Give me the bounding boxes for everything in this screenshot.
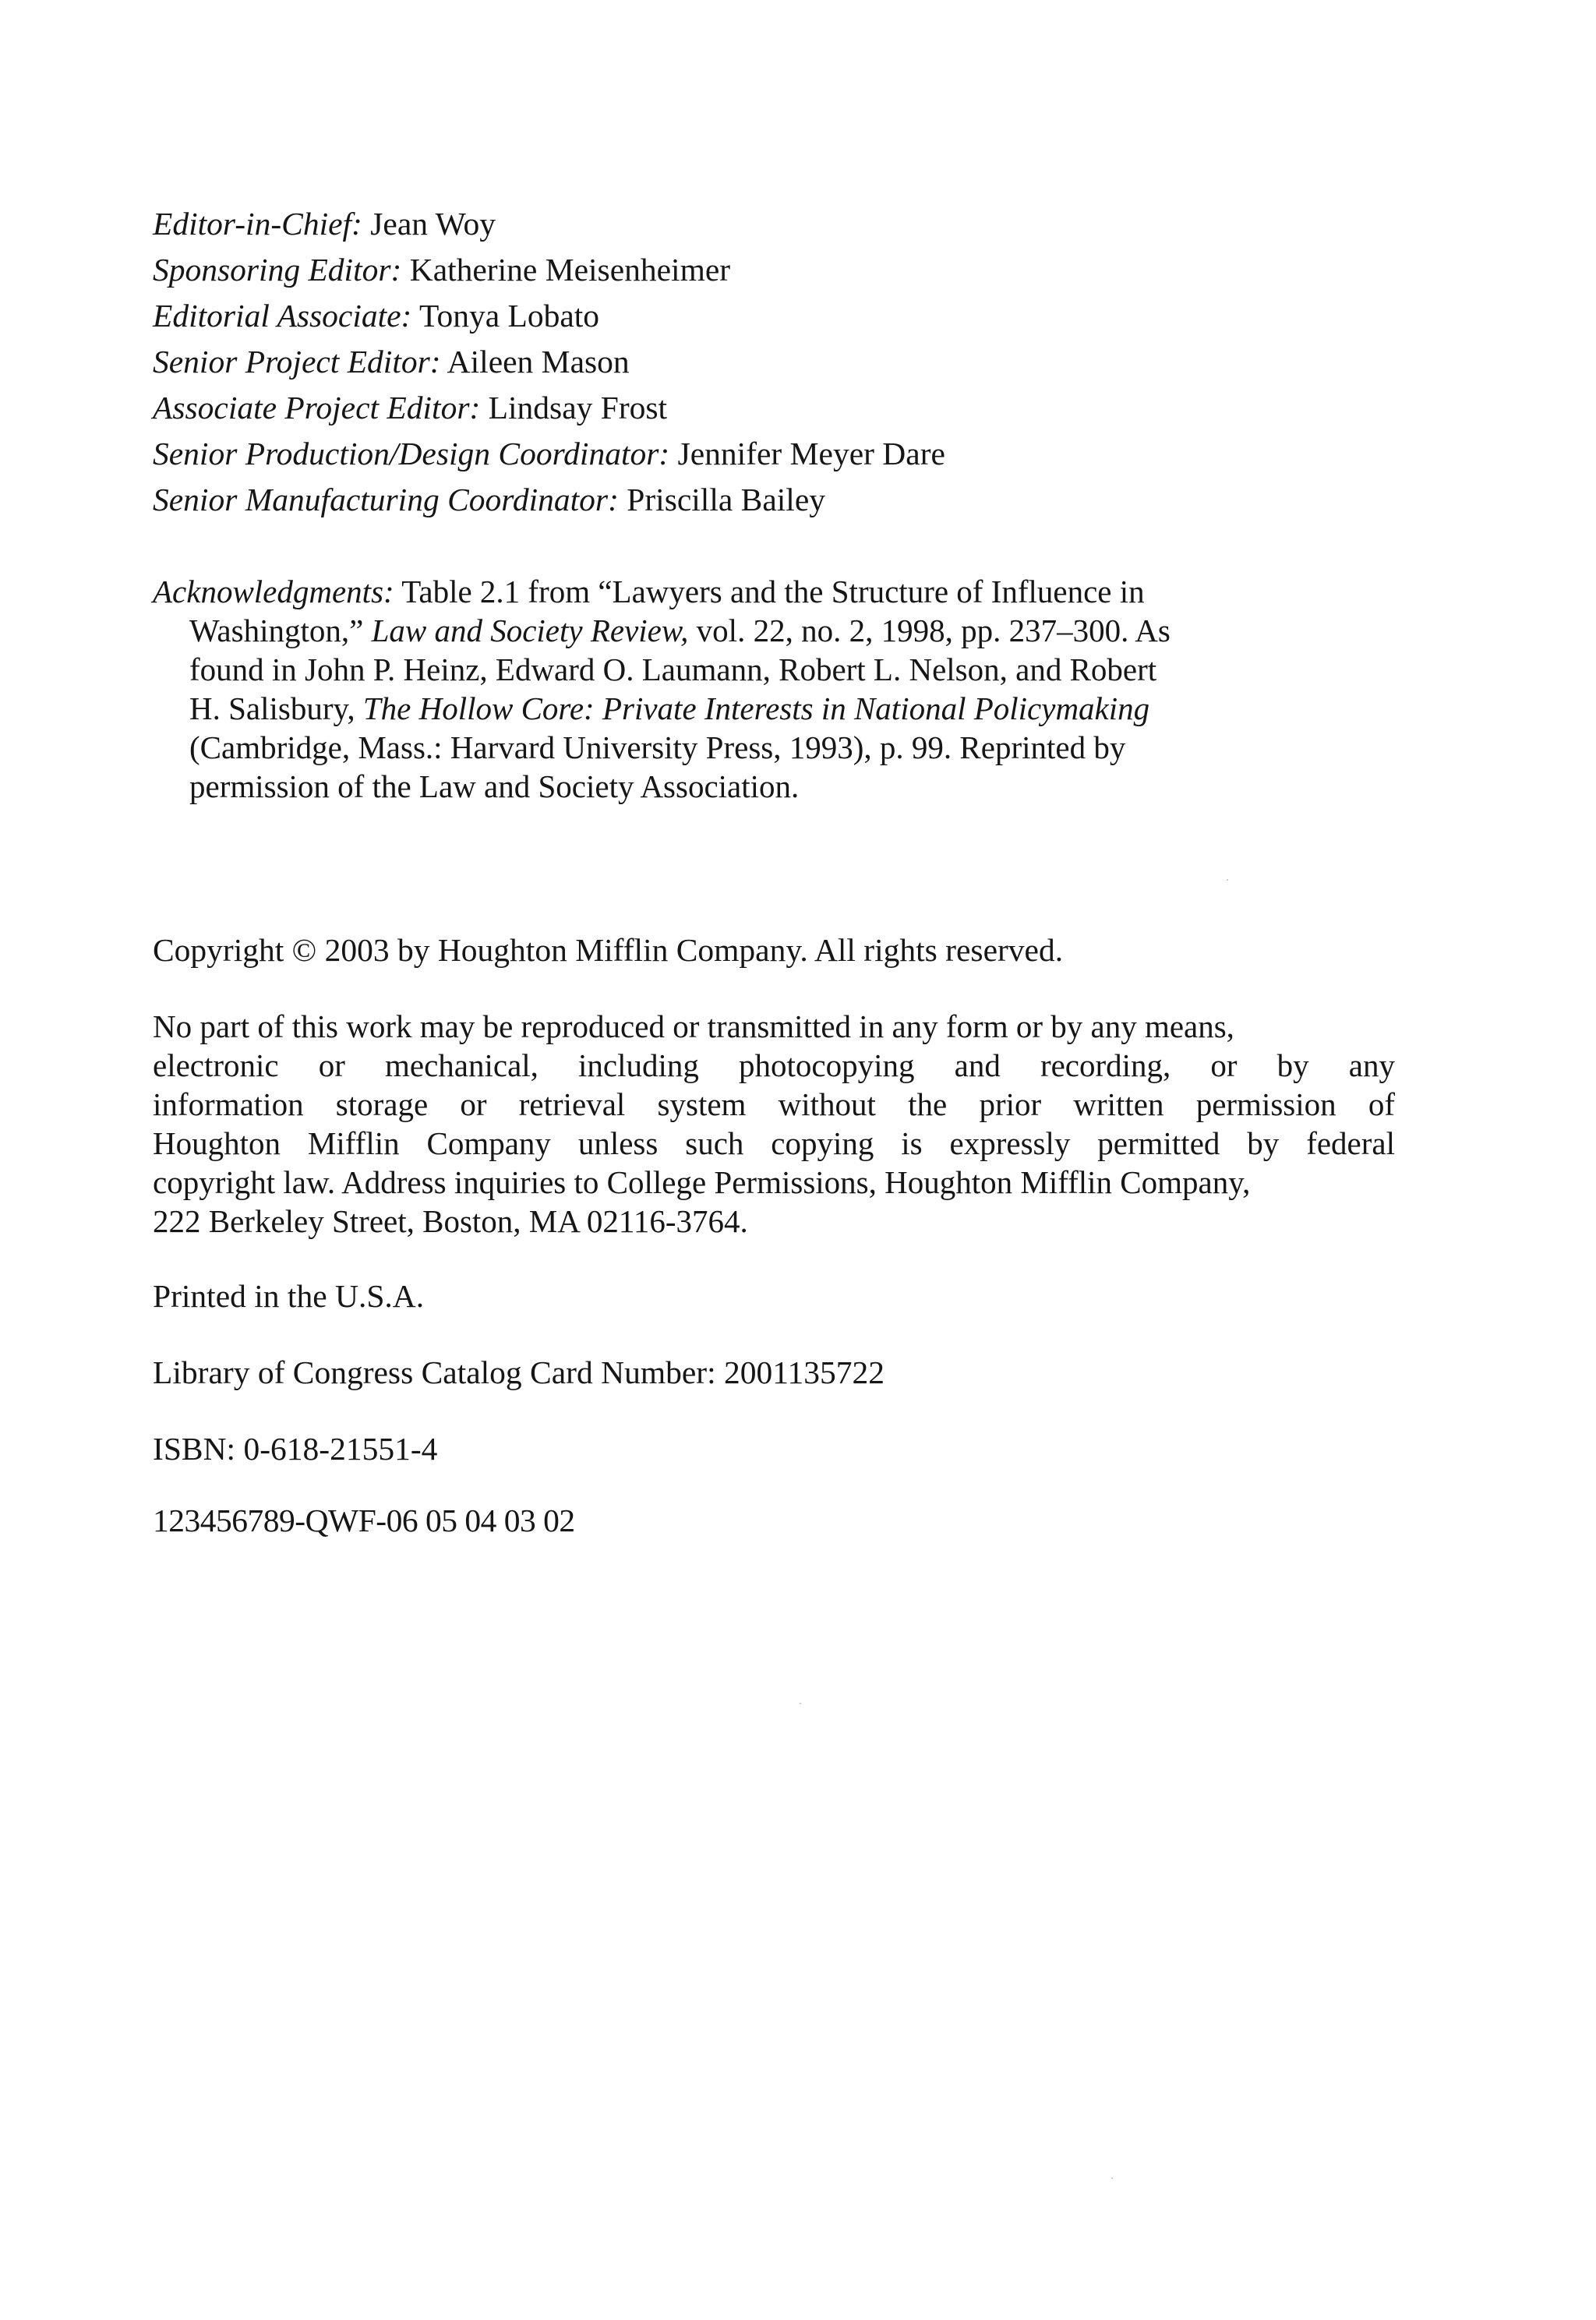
ack-text: vol. 22, no. 2, 1998, pp. 237–300. As xyxy=(688,613,1171,648)
credit-name: Aileen Mason xyxy=(440,344,630,380)
rights-line: information storage or retrieval system without the prior written permission of xyxy=(153,1086,1395,1122)
rights-line: 222 Berkeley Street, Boston, MA 02116-3764. xyxy=(153,1203,748,1239)
credit-name: Jean Woy xyxy=(362,206,496,242)
credit-role: Senior Project Editor: xyxy=(153,344,441,380)
print-line: 123456789-QWF-06 05 04 03 02 xyxy=(153,1503,575,1538)
credit-role: Editorial Associate: xyxy=(153,298,412,334)
rights-line: copyright law. Address inquiries to College Permissions, Houghton Mifflin Company, xyxy=(153,1164,1251,1200)
credit-line xyxy=(153,339,1400,385)
credit-line xyxy=(153,201,1400,247)
ack-text: Washington,” xyxy=(189,613,372,648)
credit-name: Lindsay Frost xyxy=(480,390,668,426)
credit-name: Jennifer Meyer Dare xyxy=(669,436,945,471)
credit-line xyxy=(153,385,1400,431)
scan-speck xyxy=(1227,879,1228,881)
credit-line xyxy=(153,247,1400,293)
credit-line xyxy=(153,293,1400,339)
credit-role: Editor-in-Chief: xyxy=(153,206,362,242)
credit-line xyxy=(153,477,1400,523)
ack-text: (Cambridge, Mass.: Harvard University Press, 1993), p. 99. Reprinted by xyxy=(189,729,1126,765)
ack-line xyxy=(153,572,1400,611)
ack-text: permission of the Law and Society Association. xyxy=(189,768,800,804)
lccn-line: Library of Congress Catalog Card Number: 2001135722 xyxy=(153,1354,885,1390)
scan-speck xyxy=(800,1703,801,1704)
ack-text: Table 2.1 from “Lawyers and the Structure of Influence in xyxy=(394,574,1145,609)
credit-name: Priscilla Bailey xyxy=(618,482,825,517)
ack-line xyxy=(153,650,1400,689)
credit-role: Senior Manufacturing Coordinator: xyxy=(153,482,619,517)
printed-in: Printed in the U.S.A. xyxy=(153,1278,425,1314)
copyright-notice: Copyright © 2003 by Houghton Mifflin Company. All rights reserved. xyxy=(153,932,1064,968)
credit-name: Katherine Meisenheimer xyxy=(401,252,731,288)
rights-statement xyxy=(153,1007,1395,1241)
credit-role: Sponsoring Editor: xyxy=(153,252,402,288)
ack-label: Acknowledgments: xyxy=(153,574,394,609)
staff-credits xyxy=(153,201,1400,523)
ack-line xyxy=(153,689,1400,728)
ack-line xyxy=(153,728,1400,767)
rights-line: electronic or mechanical, including photocopying and recording, or by any xyxy=(153,1047,1395,1083)
credit-name: Tonya Lobato xyxy=(411,298,600,334)
rights-line: No part of this work may be reproduced or transmitted in any form or by any means, xyxy=(153,1008,1234,1044)
credit-line xyxy=(153,431,1400,477)
acknowledgments xyxy=(153,572,1400,806)
ack-line xyxy=(153,767,1400,806)
credit-role: Senior Production/Design Coordinator: xyxy=(153,436,670,471)
ack-text: found in John P. Heinz, Edward O. Laumann, Robert L. Nelson, and Robert xyxy=(189,652,1157,687)
ack-line xyxy=(153,611,1400,650)
ack-text: H. Salisbury, xyxy=(189,690,363,726)
rights-line: Houghton Mifflin Company unless such copying is expressly permitted by federal xyxy=(153,1125,1395,1161)
isbn-line: ISBN: 0-618-21551-4 xyxy=(153,1431,438,1467)
journal-title: Law and Society Review, xyxy=(371,613,689,648)
scan-speck xyxy=(1111,2177,1113,2179)
credit-role: Associate Project Editor: xyxy=(153,390,481,426)
book-title: The Hollow Core: Private Interests in National Policymaking xyxy=(362,690,1150,726)
